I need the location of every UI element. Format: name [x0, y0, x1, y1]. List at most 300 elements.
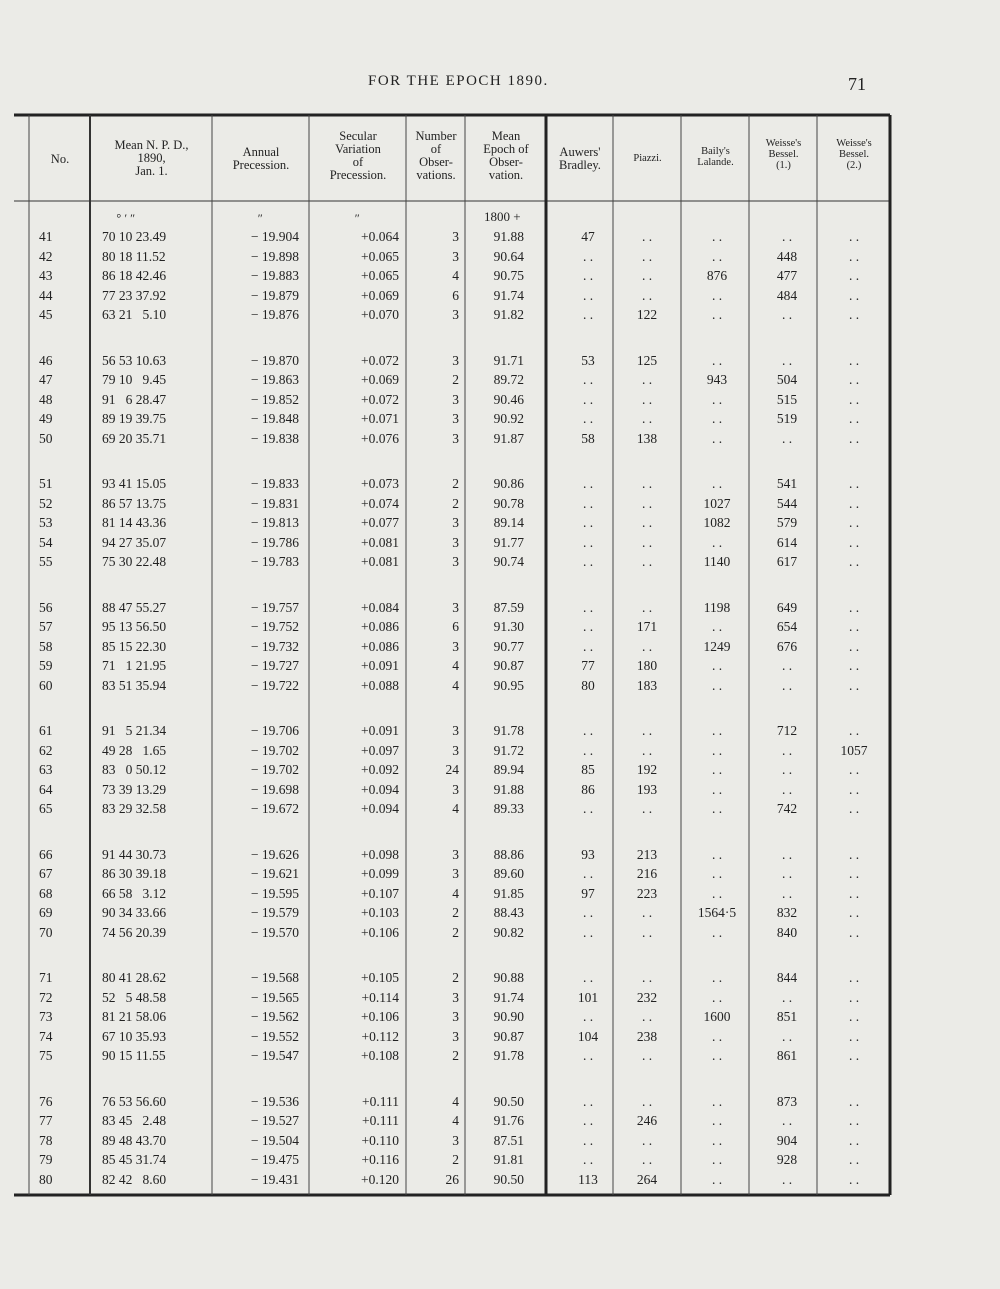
star-number: 43 — [39, 268, 53, 284]
bessel1-ref: . . — [781, 846, 793, 862]
annual-precession: − 19.527 — [250, 1113, 299, 1129]
header-secular: Secular Variation of Precession. — [329, 129, 387, 182]
number-of-observations: 3 — [452, 846, 459, 862]
mean-epoch: 90.87 — [493, 1028, 524, 1044]
star-number: 61 — [39, 723, 53, 738]
bessel1-ref: 832 — [776, 905, 798, 921]
number-of-observations: 3 — [452, 1028, 459, 1044]
mean-npd: 95 13 56.50 — [102, 619, 167, 635]
mean-epoch: 91.71 — [493, 352, 524, 368]
secular-variation: +0.106 — [361, 1009, 399, 1025]
bradley-ref: 58 — [581, 430, 595, 446]
mean-epoch: 89.14 — [493, 515, 524, 531]
number-of-observations: 24 — [445, 762, 459, 778]
bessel2-ref: . . — [848, 268, 860, 284]
mean-epoch: 89.33 — [493, 801, 524, 817]
mean-epoch: 90.92 — [493, 411, 524, 427]
annual-precession: − 19.626 — [250, 846, 299, 862]
piazzi-ref: . . — [641, 515, 653, 531]
star-number: 80 — [39, 1171, 53, 1187]
bradley-ref: . . — [582, 801, 594, 817]
piazzi-ref: 180 — [636, 658, 658, 674]
piazzi-ref: . . — [641, 599, 653, 615]
header-bessel2: Weisse's Bessel. (2.) — [836, 138, 872, 171]
bradley-ref: 85 — [581, 762, 595, 778]
bessel1-ref: . . — [781, 742, 793, 758]
bessel2-ref: . . — [848, 1171, 860, 1187]
mean-npd: 73 39 13.29 — [102, 781, 167, 797]
bessel1-ref: 515 — [776, 391, 798, 407]
bessel2-ref: 1057 — [840, 742, 868, 758]
unit-epoch: 1800 + — [484, 209, 521, 224]
number-of-observations: 2 — [452, 476, 459, 491]
bessel1-ref: 649 — [776, 599, 798, 615]
mean-epoch: 91.30 — [493, 619, 524, 635]
star-number: 57 — [39, 619, 53, 635]
bessel2-ref: . . — [848, 515, 860, 531]
secular-variation: +0.065 — [361, 268, 399, 284]
secular-variation: +0.091 — [361, 723, 399, 738]
annual-precession: − 19.570 — [250, 924, 299, 940]
piazzi-ref: . . — [641, 924, 653, 940]
star-number: 65 — [39, 801, 53, 817]
star-number: 58 — [39, 638, 53, 654]
annual-precession: − 19.595 — [250, 885, 299, 901]
bessel1-ref: 712 — [776, 723, 798, 738]
secular-variation: +0.086 — [361, 638, 399, 654]
secular-variation: +0.110 — [361, 1132, 399, 1148]
bessel2-ref: . . — [848, 495, 860, 511]
mean-npd: 91 44 30.73 — [102, 846, 167, 862]
mean-npd: 86 57 13.75 — [102, 495, 167, 511]
bradley-ref: 86 — [581, 781, 595, 797]
annual-precession: − 19.706 — [250, 723, 299, 738]
header-annual: Annual Precession. — [232, 145, 290, 172]
secular-variation: +0.097 — [361, 742, 399, 758]
lalande-ref: 1027 — [703, 495, 731, 511]
bessel1-ref: . . — [781, 762, 793, 778]
secular-variation: +0.073 — [361, 476, 399, 491]
mean-epoch: 89.72 — [493, 372, 524, 388]
lalande-ref: . . — [711, 742, 723, 758]
number-of-observations: 2 — [452, 1152, 459, 1168]
secular-variation: +0.116 — [361, 1152, 399, 1168]
lalande-ref: . . — [711, 411, 723, 427]
mean-epoch: 91.85 — [493, 885, 524, 901]
bessel1-ref: 477 — [776, 268, 798, 284]
bessel1-ref: 617 — [776, 554, 798, 570]
mean-epoch: 88.43 — [493, 905, 524, 921]
star-number: 73 — [39, 1009, 53, 1025]
bessel1-ref: 851 — [776, 1009, 798, 1025]
star-number: 54 — [39, 534, 53, 550]
bessel1-ref: 844 — [776, 970, 798, 985]
piazzi-ref: . . — [641, 372, 653, 388]
bessel1-ref: 840 — [776, 924, 798, 940]
unit-npd: ° ′ ″ — [116, 211, 135, 225]
piazzi-ref: 223 — [636, 885, 658, 901]
bessel2-ref: . . — [848, 352, 860, 368]
mean-npd: 85 15 22.30 — [102, 638, 167, 654]
bessel2-ref: . . — [848, 1048, 860, 1064]
number-of-observations: 2 — [452, 372, 459, 388]
number-of-observations: 3 — [452, 307, 459, 323]
bradley-ref: . . — [582, 268, 594, 284]
piazzi-ref: . . — [641, 554, 653, 570]
mean-npd: 83 45 2.48 — [102, 1113, 167, 1129]
lalande-ref: . . — [711, 846, 723, 862]
number-of-observations: 3 — [452, 866, 459, 882]
annual-precession: − 19.752 — [250, 619, 299, 635]
secular-variation: +0.105 — [361, 970, 399, 985]
piazzi-ref: 216 — [636, 866, 658, 882]
mean-npd: 75 30 22.48 — [102, 554, 167, 570]
bessel1-ref: . . — [781, 229, 793, 244]
bradley-ref: 104 — [577, 1028, 599, 1044]
mean-npd: 81 14 43.36 — [102, 515, 167, 531]
mean-npd: 63 21 5.10 — [102, 307, 167, 323]
mean-epoch: 90.78 — [493, 495, 524, 511]
bessel1-ref: 873 — [776, 1093, 798, 1109]
secular-variation: +0.069 — [361, 287, 399, 303]
catalogue-table — [14, 113, 892, 1200]
annual-precession: − 19.568 — [250, 970, 299, 985]
number-of-observations: 3 — [452, 742, 459, 758]
annual-precession: − 19.833 — [250, 476, 299, 491]
bessel1-ref: . . — [781, 658, 793, 674]
number-of-observations: 3 — [452, 554, 459, 570]
page-number: 71 — [848, 74, 866, 94]
number-of-observations: 2 — [452, 495, 459, 511]
bradley-ref: . . — [582, 411, 594, 427]
header-number: Number of Obser- vations. — [415, 129, 457, 182]
piazzi-ref: 264 — [636, 1171, 658, 1187]
piazzi-ref: . . — [641, 248, 653, 264]
lalande-ref: . . — [711, 781, 723, 797]
piazzi-ref: . . — [641, 1152, 653, 1168]
bessel2-ref: . . — [848, 411, 860, 427]
bradley-ref: . . — [582, 287, 594, 303]
bessel1-ref: 579 — [776, 515, 798, 531]
bessel2-ref: . . — [848, 430, 860, 446]
bessel2-ref: . . — [848, 1093, 860, 1109]
bradley-ref: . . — [582, 1113, 594, 1129]
piazzi-ref: . . — [641, 638, 653, 654]
piazzi-ref: . . — [641, 495, 653, 511]
number-of-observations: 3 — [452, 989, 459, 1005]
annual-precession: − 19.552 — [250, 1028, 299, 1044]
number-of-observations: 3 — [452, 1009, 459, 1025]
bessel2-ref: . . — [848, 1028, 860, 1044]
lalande-ref: . . — [711, 1132, 723, 1148]
secular-variation: +0.084 — [361, 599, 399, 615]
mean-epoch: 90.82 — [493, 924, 524, 940]
annual-precession: − 19.898 — [250, 248, 299, 264]
mean-epoch: 91.82 — [493, 307, 524, 323]
mean-npd: 71 1 21.95 — [102, 658, 167, 674]
bradley-ref: . . — [582, 638, 594, 654]
annual-precession: − 19.838 — [250, 430, 299, 446]
mean-npd: 79 10 9.45 — [102, 372, 167, 388]
secular-variation: +0.081 — [361, 554, 399, 570]
lalande-ref: . . — [711, 723, 723, 738]
annual-precession: − 19.783 — [250, 554, 299, 570]
bessel2-ref: . . — [848, 905, 860, 921]
mean-epoch: 90.46 — [493, 391, 524, 407]
bessel2-ref: . . — [848, 599, 860, 615]
mean-npd: 76 53 56.60 — [102, 1093, 167, 1109]
bessel2-ref: . . — [848, 248, 860, 264]
star-number: 42 — [39, 248, 53, 264]
secular-variation: +0.107 — [361, 885, 399, 901]
number-of-observations: 4 — [452, 658, 459, 674]
piazzi-ref: . . — [641, 476, 653, 491]
bradley-ref: . . — [582, 495, 594, 511]
bradley-ref: . . — [582, 372, 594, 388]
lalande-ref: 1564·5 — [697, 905, 737, 921]
star-number: 56 — [39, 599, 53, 615]
number-of-observations: 6 — [452, 619, 459, 635]
mean-npd: 81 21 58.06 — [102, 1009, 167, 1025]
mean-npd: 52 5 48.58 — [102, 989, 167, 1005]
secular-variation: +0.108 — [361, 1048, 399, 1064]
mean-npd: 80 18 11.52 — [102, 248, 166, 264]
number-of-observations: 4 — [452, 801, 459, 817]
annual-precession: − 19.852 — [250, 391, 299, 407]
secular-variation: +0.076 — [361, 430, 399, 446]
mean-epoch: 91.81 — [493, 1152, 524, 1168]
piazzi-ref: . . — [641, 905, 653, 921]
mean-epoch: 89.60 — [493, 866, 524, 882]
bessel2-ref: . . — [848, 1113, 860, 1129]
bessel1-ref: . . — [781, 1113, 793, 1129]
bradley-ref: . . — [582, 476, 594, 491]
secular-variation: +0.112 — [361, 1028, 399, 1044]
lalande-ref: . . — [711, 989, 723, 1005]
star-number: 74 — [39, 1028, 53, 1044]
piazzi-ref: 122 — [636, 307, 658, 323]
lalande-ref: . . — [711, 287, 723, 303]
annual-precession: − 19.727 — [250, 658, 299, 674]
mean-epoch: 90.77 — [493, 638, 524, 654]
lalande-ref: . . — [711, 1048, 723, 1064]
piazzi-ref: 125 — [636, 352, 658, 368]
bessel2-ref: . . — [848, 534, 860, 550]
mean-npd: 70 10 23.49 — [102, 229, 167, 244]
secular-variation: +0.098 — [361, 846, 399, 862]
secular-variation: +0.069 — [361, 372, 399, 388]
bessel2-ref: . . — [848, 1152, 860, 1168]
mean-npd: 83 29 32.58 — [102, 801, 167, 817]
secular-variation: +0.072 — [361, 352, 399, 368]
bessel1-ref: . . — [781, 885, 793, 901]
secular-variation: +0.081 — [361, 534, 399, 550]
star-number: 48 — [39, 391, 53, 407]
bradley-ref: . . — [582, 1132, 594, 1148]
secular-variation: +0.072 — [361, 391, 399, 407]
secular-variation: +0.065 — [361, 248, 399, 264]
bessel2-ref: . . — [848, 989, 860, 1005]
bradley-ref: . . — [582, 905, 594, 921]
lalande-ref: . . — [711, 866, 723, 882]
header-bessel1: Weisse's Bessel. (1.) — [765, 138, 802, 171]
mean-epoch: 90.64 — [493, 248, 524, 264]
piazzi-ref: 192 — [636, 762, 658, 778]
mean-epoch: 90.88 — [493, 970, 524, 985]
lalande-ref: . . — [711, 885, 723, 901]
lalande-ref: 943 — [706, 372, 728, 388]
number-of-observations: 2 — [452, 924, 459, 940]
piazzi-ref: 238 — [636, 1028, 658, 1044]
bessel1-ref: 904 — [776, 1132, 798, 1148]
mean-npd: 90 34 33.66 — [102, 905, 167, 921]
bessel1-ref: 861 — [776, 1048, 798, 1064]
annual-precession: − 19.504 — [250, 1132, 299, 1148]
piazzi-ref: . . — [641, 411, 653, 427]
mean-npd: 89 48 43.70 — [102, 1132, 167, 1148]
secular-variation: +0.064 — [361, 229, 399, 244]
mean-epoch: 90.95 — [493, 677, 524, 693]
piazzi-ref: . . — [641, 801, 653, 817]
lalande-ref: . . — [711, 677, 723, 693]
piazzi-ref: . . — [641, 1093, 653, 1109]
number-of-observations: 3 — [452, 534, 459, 550]
bradley-ref: . . — [582, 1152, 594, 1168]
secular-variation: +0.074 — [361, 495, 399, 511]
mean-epoch: 90.90 — [493, 1009, 524, 1025]
star-number: 77 — [39, 1113, 53, 1129]
secular-variation: +0.103 — [361, 905, 399, 921]
bessel2-ref: . . — [848, 287, 860, 303]
bradley-ref: . . — [582, 599, 594, 615]
secular-variation: +0.077 — [361, 515, 399, 531]
lalande-ref: . . — [711, 658, 723, 674]
lalande-ref: . . — [711, 1171, 723, 1187]
secular-variation: +0.070 — [361, 307, 399, 323]
bessel2-ref: . . — [848, 1132, 860, 1148]
number-of-observations: 6 — [452, 287, 459, 303]
lalande-ref: . . — [711, 307, 723, 323]
annual-precession: − 19.702 — [250, 762, 299, 778]
lalande-ref: . . — [711, 248, 723, 264]
piazzi-ref: 183 — [636, 677, 658, 693]
number-of-observations: 3 — [452, 781, 459, 797]
star-number: 71 — [39, 970, 53, 985]
annual-precession: − 19.813 — [250, 515, 299, 531]
annual-precession: − 19.786 — [250, 534, 299, 550]
bessel2-ref: . . — [848, 476, 860, 491]
mean-epoch: 89.94 — [493, 762, 524, 778]
lalande-ref: . . — [711, 1113, 723, 1129]
secular-variation: +0.099 — [361, 866, 399, 882]
number-of-observations: 4 — [452, 1113, 459, 1129]
bradley-ref: . . — [582, 1009, 594, 1025]
mean-npd: 83 51 35.94 — [102, 677, 167, 693]
mean-epoch: 91.74 — [493, 989, 524, 1005]
mean-epoch: 90.74 — [493, 554, 524, 570]
mean-npd: 82 42 8.60 — [102, 1171, 167, 1187]
bradley-ref: . . — [582, 970, 594, 985]
mean-npd: 67 10 35.93 — [102, 1028, 167, 1044]
bessel2-ref: . . — [848, 677, 860, 693]
mean-npd: 86 30 39.18 — [102, 866, 167, 882]
star-number: 78 — [39, 1132, 53, 1148]
bessel1-ref: 541 — [776, 476, 798, 491]
bessel2-ref: . . — [848, 885, 860, 901]
bessel2-ref: . . — [848, 554, 860, 570]
bradley-ref: . . — [582, 307, 594, 323]
annual-precession: − 19.565 — [250, 989, 299, 1005]
bradley-ref: . . — [582, 1093, 594, 1109]
lalande-ref: . . — [711, 352, 723, 368]
piazzi-ref: 193 — [636, 781, 658, 797]
bradley-ref: . . — [582, 515, 594, 531]
mean-npd: 91 5 21.34 — [102, 723, 167, 738]
number-of-observations: 2 — [452, 1048, 459, 1064]
lalande-ref: . . — [711, 924, 723, 940]
bessel1-ref: . . — [781, 677, 793, 693]
bessel2-ref: . . — [848, 970, 860, 985]
star-number: 64 — [39, 781, 53, 797]
mean-npd: 91 6 28.47 — [102, 391, 167, 407]
bradley-ref: . . — [582, 248, 594, 264]
star-number: 79 — [39, 1152, 53, 1168]
number-of-observations: 3 — [452, 1132, 459, 1148]
piazzi-ref: . . — [641, 723, 653, 738]
annual-precession: − 19.536 — [250, 1093, 299, 1109]
annual-precession: − 19.757 — [250, 599, 299, 615]
lalande-ref: . . — [711, 619, 723, 635]
bessel1-ref: 504 — [776, 372, 798, 388]
number-of-observations: 4 — [452, 1093, 459, 1109]
lalande-ref: 876 — [706, 268, 728, 284]
annual-precession: − 19.876 — [250, 307, 299, 323]
piazzi-ref: 171 — [636, 619, 658, 635]
bessel2-ref: . . — [848, 658, 860, 674]
bradley-ref: 80 — [581, 677, 595, 693]
mean-npd: 56 53 10.63 — [102, 352, 167, 368]
header-npd: Mean N. P. D., 1890, Jan. 1. — [114, 138, 189, 178]
bradley-ref: . . — [582, 554, 594, 570]
annual-precession: − 19.475 — [250, 1152, 299, 1168]
bessel2-ref: . . — [848, 924, 860, 940]
number-of-observations: 3 — [452, 638, 459, 654]
secular-variation: +0.111 — [362, 1093, 399, 1109]
running-head: FOR THE EPOCH 1890. — [368, 73, 549, 89]
mean-npd: 74 56 20.39 — [102, 924, 167, 940]
star-number: 75 — [39, 1048, 53, 1064]
star-number: 44 — [39, 287, 53, 303]
number-of-observations: 4 — [452, 268, 459, 284]
mean-npd: 89 19 39.75 — [102, 411, 167, 427]
number-of-observations: 3 — [452, 352, 459, 368]
annual-precession: − 19.732 — [250, 638, 299, 654]
bessel2-ref: . . — [848, 762, 860, 778]
mean-epoch: 90.75 — [493, 268, 524, 284]
star-number: 53 — [39, 515, 53, 531]
bradley-ref: . . — [582, 619, 594, 635]
bradley-ref: . . — [582, 723, 594, 738]
secular-variation: +0.086 — [361, 619, 399, 635]
piazzi-ref: 246 — [636, 1113, 658, 1129]
mean-npd: 85 45 31.74 — [102, 1152, 167, 1168]
secular-variation: +0.071 — [361, 411, 399, 427]
star-number: 55 — [39, 554, 53, 570]
lalande-ref: 1249 — [703, 638, 731, 654]
mean-npd: 88 47 55.27 — [102, 599, 167, 615]
mean-npd: 77 23 37.92 — [102, 287, 167, 303]
bessel1-ref: . . — [781, 352, 793, 368]
